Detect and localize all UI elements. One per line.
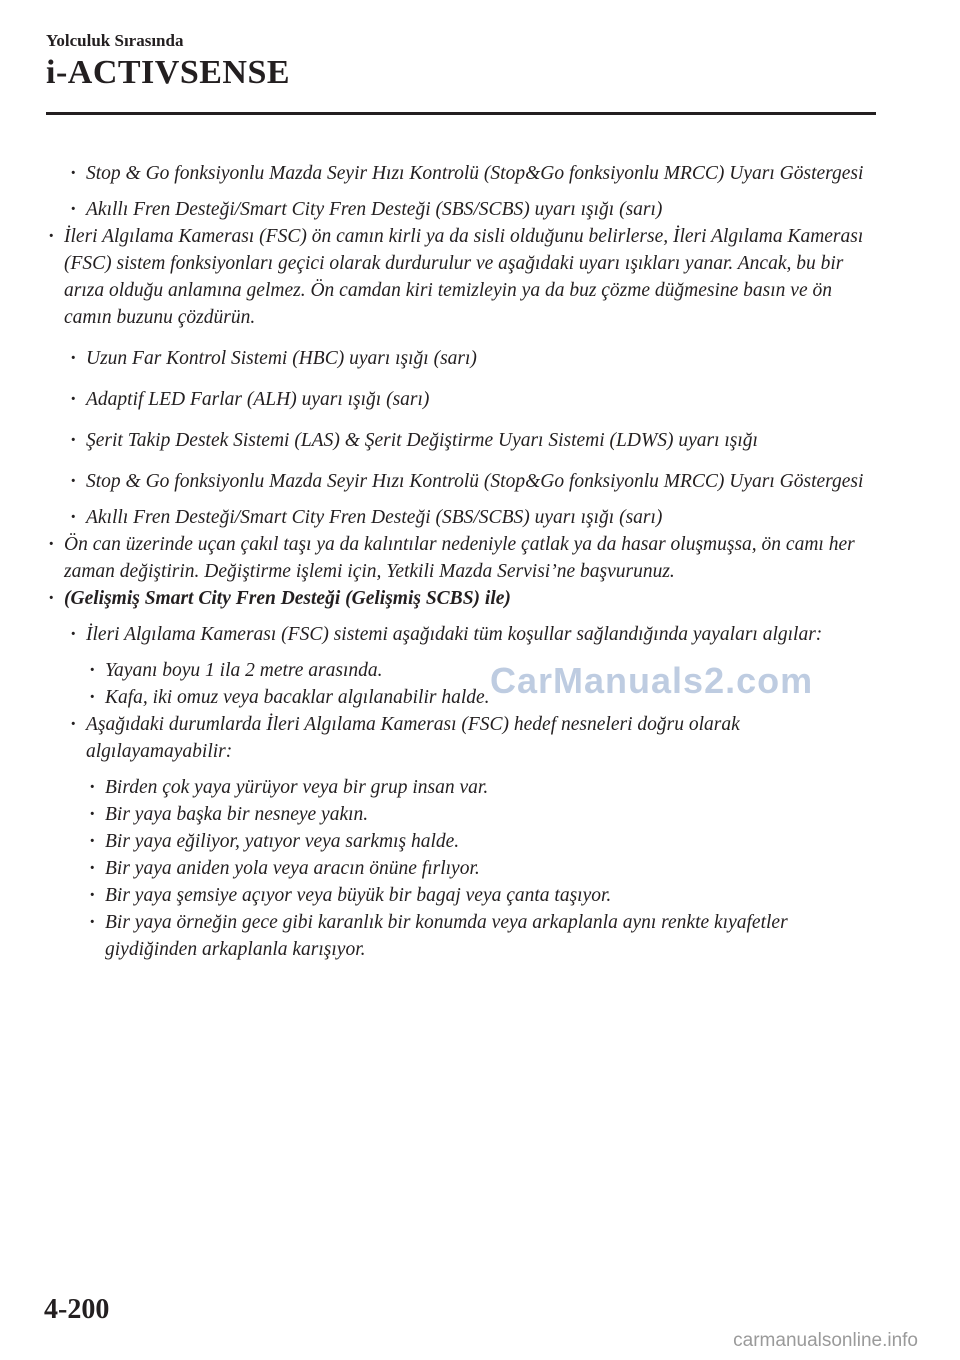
list-item [0, 196, 876, 223]
list-item [0, 585, 864, 612]
bullet-icon: · [89, 858, 96, 879]
item-text: Stop & Go fonksiyonlu Mazda Seyir Hızı Kontrolü (Stop&Go fonksiyonlu MRCC) Uyarı Göstergesi [86, 163, 864, 184]
item-text: (Gelişmiş Smart City Fren Desteği (Gelişmiş SCBS) ile) [64, 588, 511, 609]
item-text: Ön can üzerinde uçan çakıl taşı ya da kalıntılar nedeniyle çatlak ya da hasar oluşmuşsa, ön camı her zaman değiştirin. Değiştirme işlemi için, Yetkili Mazda Servisi’ne başvurunuz. [64, 534, 855, 582]
bullet-icon: · [70, 624, 77, 645]
bullet-icon: · [89, 660, 96, 681]
bullet-icon: · [70, 507, 77, 528]
bullet-icon: · [48, 226, 55, 247]
bullet-icon: · [70, 163, 77, 184]
list-item [0, 386, 876, 413]
list-item [0, 504, 876, 531]
bullet-icon: · [70, 471, 77, 492]
bullet-icon: · [70, 430, 77, 451]
list-item [0, 774, 865, 801]
bullet-icon: · [70, 199, 77, 220]
item-text: Kafa, iki omuz veya bacaklar algılanabilir halde. [105, 687, 490, 708]
item-text: Aşağıdaki durumlarda İleri Algılama Kamerası (FSC) hedef nesneleri doğru olarak algılayamayabilir: [86, 714, 740, 762]
bullet-icon: · [89, 687, 96, 708]
list-item [0, 855, 865, 882]
bullet-icon: · [70, 389, 77, 410]
content-body [0, 160, 960, 963]
list-item [0, 427, 876, 454]
list-item [0, 882, 865, 909]
list-item [0, 711, 876, 765]
footer-watermark: carmanualsonline.info [733, 1330, 918, 1351]
bullet-icon: · [70, 714, 77, 735]
item-text: Stop & Go fonksiyonlu Mazda Seyir Hızı Kontrolü (Stop&Go fonksiyonlu MRCC) Uyarı Göstergesi [86, 471, 864, 492]
page-title: i-ACTIVSENSE [46, 54, 291, 91]
list-item [0, 468, 876, 495]
list-item [0, 223, 864, 331]
item-text: İleri Algılama Kamerası (FSC) sistemi aşağıdaki tüm koşullar sağlandığında yayaları algılar: [86, 624, 823, 645]
bullet-icon: · [89, 777, 96, 798]
item-text: Bir yaya şemsiye açıyor veya büyük bir bagaj veya çanta taşıyor. [105, 885, 612, 906]
item-text: Şerit Takip Destek Sistemi (LAS) & Şerit Değiştirme Uyarı Sistemi (LDWS) uyarı ışığı [86, 430, 758, 451]
item-text: Yayanı boyu 1 ila 2 metre arasında. [105, 660, 383, 681]
item-text: Adaptif LED Farlar (ALH) uyarı ışığı (sarı) [86, 389, 430, 410]
list-item [0, 621, 876, 648]
list-item [0, 531, 864, 585]
item-text: Birden çok yaya yürüyor veya bir grup insan var. [105, 777, 489, 798]
item-text: Bir yaya aniden yola veya aracın önüne fırlıyor. [105, 858, 480, 879]
item-text: İleri Algılama Kamerası (FSC) ön camın kirli ya da sisli olduğunu belirlerse, İleri Algılama Kamerası (FSC) sistem fonksiyonları geçici olarak durdurulur ve aşağıdaki uyarı ışıkları yanar. Ancak, bu bir arıza olduğu anlamına gelmez. Ön camdan kiri temizleyin ya da buz çözme düğmesine basın ve ön camın buzunu çözdürün. [64, 226, 864, 328]
list-item [0, 160, 876, 187]
page-number: 4-200 [44, 1294, 110, 1325]
item-text: Akıllı Fren Desteği/Smart City Fren Desteği (SBS/SCBS) uyarı ışığı (sarı) [86, 199, 663, 220]
item-text: Akıllı Fren Desteği/Smart City Fren Desteği (SBS/SCBS) uyarı ışığı (sarı) [86, 507, 663, 528]
bullet-icon: · [89, 804, 96, 825]
item-text: Uzun Far Kontrol Sistemi (HBC) uyarı ışığı (sarı) [86, 348, 477, 369]
watermark: CarManuals2.com [490, 660, 814, 701]
bullet-icon: · [70, 348, 77, 369]
list-item [0, 801, 865, 828]
item-text: Bir yaya örneğin gece gibi karanlık bir konumda veya arkaplanla aynı renkte kıyafetler giydiğinden arkaplanla karışıyor. [105, 912, 788, 960]
bullet-icon: · [89, 831, 96, 852]
list-item [0, 909, 865, 963]
item-text: Bir yaya eğiliyor, yatıyor veya sarkmış halde. [105, 831, 460, 852]
section-label: Yolculuk Sırasında [46, 31, 184, 50]
bullet-icon: · [89, 885, 96, 906]
bullet-icon: · [48, 588, 55, 609]
list-item [0, 345, 876, 372]
header-rule [46, 112, 876, 115]
bullet-icon: · [48, 534, 55, 555]
item-text: Bir yaya başka bir nesneye yakın. [105, 804, 369, 825]
list-item [0, 828, 865, 855]
page-header [46, 30, 876, 92]
bullet-icon: · [89, 912, 96, 933]
